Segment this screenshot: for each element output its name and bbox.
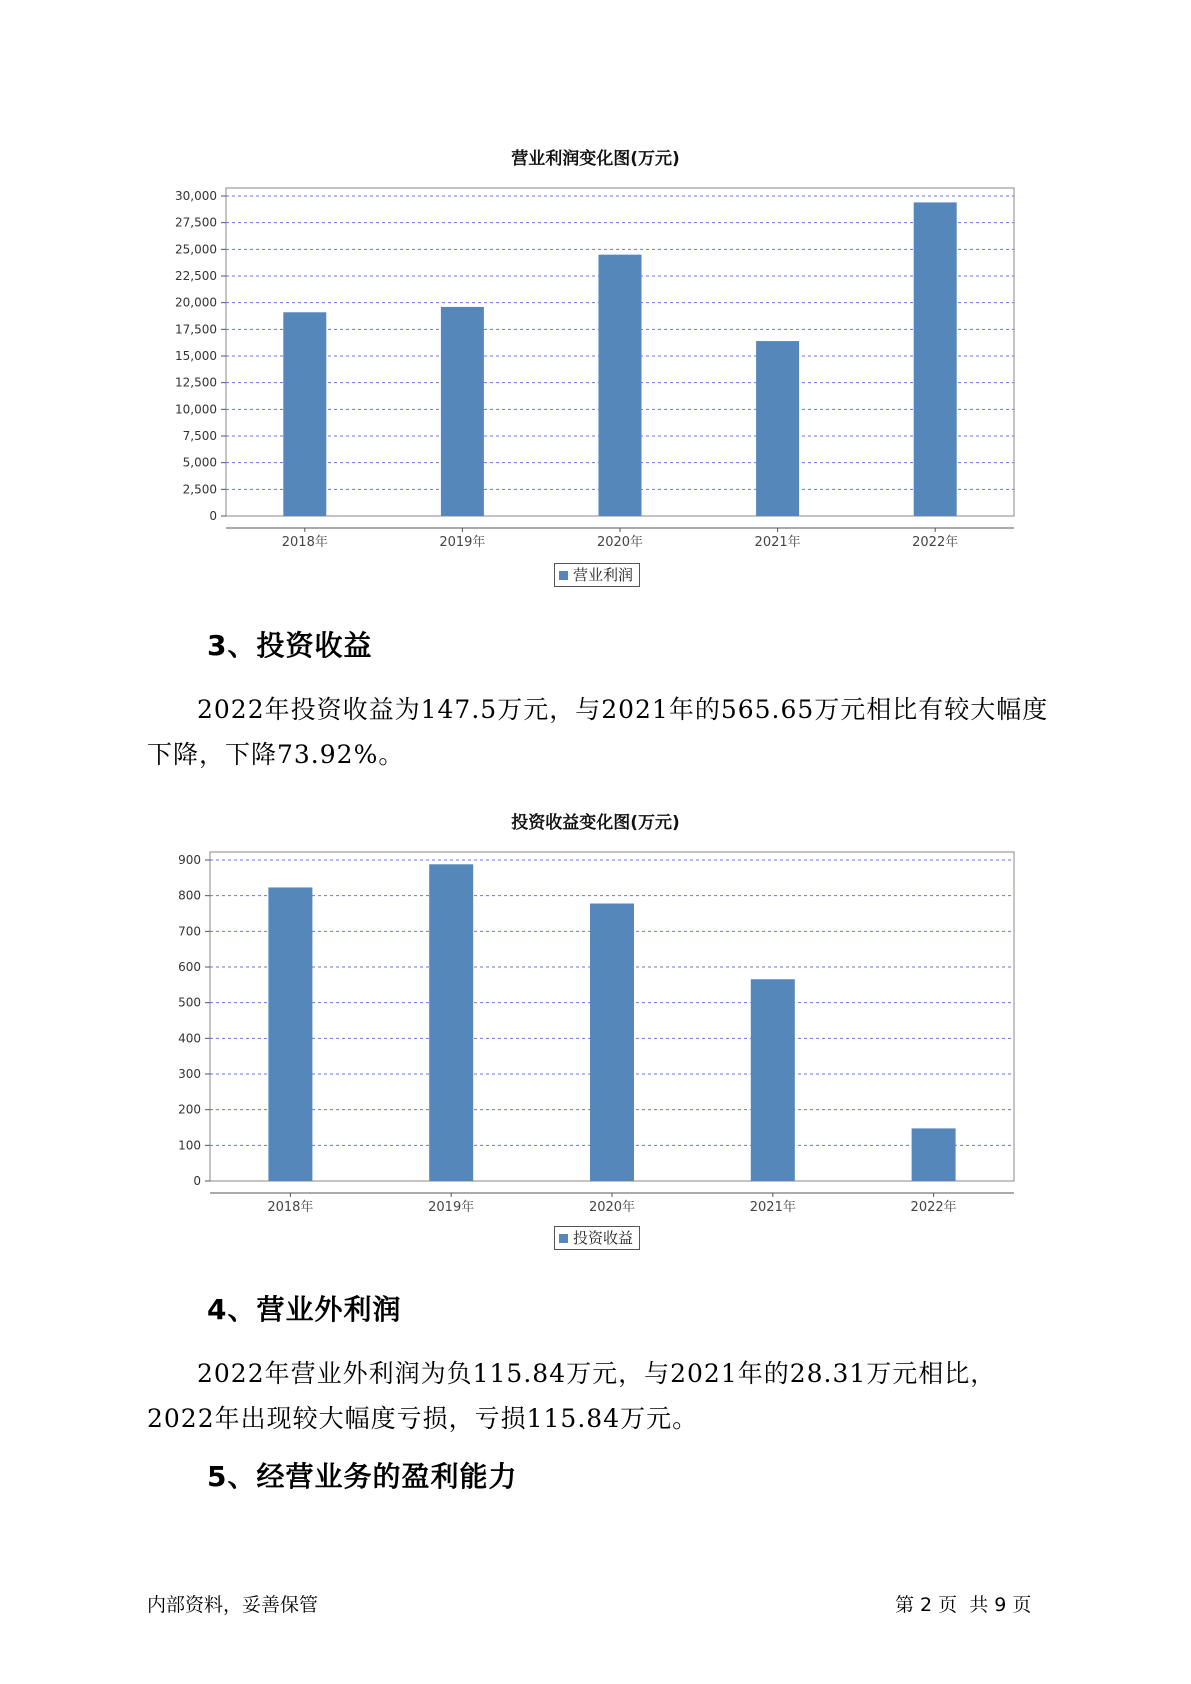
chart2-bar-2018年 [268,887,312,1181]
chart1-legend [554,563,640,587]
chart1-bar-2022年 [914,202,957,516]
section-3-paragraph: 2022年投资收益为147.5万元，与2021年的565.65万元相比有较大幅度下降，下降73.92%。 [147,695,1049,769]
chart2-ytick-label: 200 [178,1102,201,1117]
chart2-ytick-label: 700 [178,924,201,939]
chart1-ytick-label: 12,500 [175,375,217,390]
section-5-heading: 5、经营业务的盈利能力 [207,1460,518,1493]
chart1-legend-label: 营业利润 [573,566,634,584]
chart2-ytick-label: 100 [178,1138,201,1153]
chart1-xtick-label: 2020年 [596,535,644,550]
chart2-title: 投资收益变化图(万元) [511,813,680,833]
chart2-bar-2022年 [912,1128,956,1181]
chart2-bar-2019年 [429,864,473,1181]
chart2-legend-label: 投资收益 [573,1229,634,1247]
chart1-bar-2018年 [283,312,326,516]
chart2-xtick-label: 2021年 [749,1200,796,1215]
chart2-ytick-label: 500 [178,995,201,1010]
chart2-bar-2021年 [751,979,795,1181]
chart2-ytick-label: 300 [178,1067,201,1081]
chart2-ytick-label: 900 [178,853,201,867]
chart1-ytick-label: 7,500 [182,429,217,443]
chart2-ytick-label: 600 [178,960,201,974]
chart1-bar-2020年 [599,255,642,516]
chart1-ytick-label: 30,000 [175,189,217,203]
chart2-xtick-label: 2019年 [428,1200,475,1215]
chart1-ytick-label: 2,500 [182,482,217,497]
chart1-ytick-label: 25,000 [175,242,217,257]
chart1-xtick-label: 2019年 [439,535,486,550]
legend-swatch-icon [559,1234,568,1243]
chart2-xtick-label: 2022年 [910,1200,957,1215]
chart1-ytick-label: 17,500 [175,322,217,337]
chart2-legend [554,1226,640,1250]
chart2-ytick-label: 0 [193,1174,201,1188]
chart2-investment-income [0,836,1191,1236]
chart1-xtick-label: 2018年 [281,535,328,550]
chart1-ytick-label: 15,000 [175,349,217,363]
chart2-ytick-label: 800 [178,888,201,903]
section-4-heading: 4、营业外利润 [207,1293,402,1326]
footer-confidential-note: 内部资料，妥善保管 [147,1594,319,1616]
chart1-title: 营业利润变化图(万元) [511,149,680,169]
chart1-ytick-label: 20,000 [175,295,217,310]
legend-swatch-icon [559,571,568,580]
chart1-xtick-label: 2021年 [754,535,801,550]
chart1-ytick-label: 0 [209,509,217,523]
chart1-ytick-label: 22,500 [175,269,217,283]
chart2-xtick-label: 2018年 [267,1200,314,1215]
chart1-bar-2019年 [441,307,484,516]
chart1-ytick-label: 10,000 [175,402,217,417]
section-4-paragraph: 2022年营业外利润为负115.84万元，与2021年的28.31万元相比，2022年出现较大幅度亏损，亏损115.84万元。 [147,1359,997,1433]
chart2-xtick-label: 2020年 [588,1200,636,1215]
chart1-xtick-label: 2022年 [912,535,959,550]
chart1-ytick-label: 5,000 [182,455,217,470]
chart1-ytick-label: 27,500 [175,215,217,230]
chart2-ytick-label: 400 [178,1031,201,1046]
chart1-bar-2021年 [756,341,799,516]
footer-page-number: 第 2 页 共 9 页 [895,1594,1032,1616]
chart2-bar-2020年 [590,904,634,1181]
chart1-operating-profit [0,170,1191,570]
section-3-heading: 3、投资收益 [207,629,373,662]
